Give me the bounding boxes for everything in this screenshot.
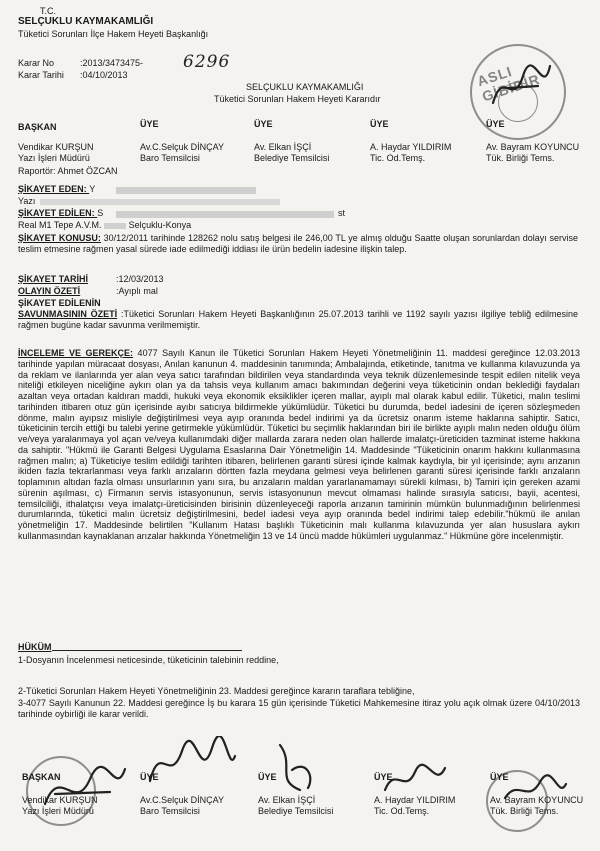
hukum-item-1: 1-Dosyanın İncelenmesi neticesinde, tüketicinin talebinin reddine,: [18, 655, 279, 665]
sig-role-2: ÜYE: [258, 772, 277, 782]
sig-title-1: Baro Temsilcisi: [140, 806, 200, 816]
member-role-4: ÜYE: [486, 119, 505, 129]
sig-title-2: Belediye Temsilcisi: [258, 806, 334, 816]
raportor: Raportör: Ahmet ÖZCAN: [18, 166, 118, 176]
adres-label: Yazı: [18, 196, 36, 206]
member-name-3: A. Haydar YILDIRIM: [370, 142, 452, 152]
savunma-ozeti: [18, 309, 578, 330]
sig-role-0: BAŞKAN: [22, 772, 61, 782]
redacted-firm: [116, 211, 334, 218]
sig-name-3: A. Haydar YILDIRIM: [374, 795, 456, 805]
sikayet-edilen-value: S: [97, 208, 104, 218]
stamp-signature: [488, 58, 558, 118]
center-title: SELÇUKLU KAYMAKAMLIĞI: [246, 82, 364, 92]
sikayet-eden-row: [18, 184, 95, 195]
header-dept: Tüketici Sorunları İlçe Hakem Heyeti Başkanlığı: [18, 29, 209, 39]
hukum-label: HÜKÜM: [18, 642, 52, 652]
isci-signature: [270, 740, 320, 795]
inceleme-label: İNCELEME VE GEREKÇE:: [18, 348, 134, 358]
sig-title-4: Tük. Birliği Tems.: [490, 806, 559, 816]
karar-tarihi-value: :04/10/2013: [80, 70, 128, 80]
sig-name-4: Av. Bayram KOYUNCU: [490, 795, 584, 805]
sikayet-tarihi-value: :12/03/2013: [116, 274, 164, 284]
sikayet-konusu-text: 30/12/2011 tarihinde 128262 nolu satış belgesi ile 246,00 TL ye almış olduğu Saatte oluşan sorunlardan dolayı servise teslim etmesine rağmen yasal sürede iade edilmediği iddiası ile ürün bedelin iadesine ilişkin talep.: [18, 233, 578, 254]
sikayet-edilenin: ŞİKAYET EDİLENİN: [18, 298, 101, 308]
member-title-2: Belediye Temsilcisi: [254, 153, 330, 163]
savunma-text: :Tüketici Sorunları Hakem Heyeti Başkanlığının 25.07.2013 tarihli ve 1192 sayılı yazısı ilgiliye tebliğ edilmesine rağmen bugüne kadar savunma verilmemiştir.: [18, 309, 578, 330]
olayin-ozeti-label: OLAYIN ÖZETİ: [18, 286, 81, 296]
sikayet-tarihi-label: ŞİKAYET TARİHİ: [18, 274, 89, 284]
sig-name-1: Av.C.Selçuk DİNÇAY: [140, 795, 225, 805]
redacted-name: [116, 187, 256, 194]
sig-role-3: ÜYE: [374, 772, 393, 782]
inceleme-text: 4077 Sayılı Kanun ile Tüketici Sorunları Hakem Heyeti Yönetmeliğinin 11. maddesi gereğince 12.03.2013 tarihinde yapılan müracaat dosyası, Anılan kanunun 4. maddesinin tanımında; Ambalajında, etiketinde, tanıtma ve kullanma kılavuzunda ya da reklam ve ilanlarında yer alan veya satıcı tarafından bildirilen veya standardında veya teknik düzenlemesinde tespit edilen nitelik veya niteliği etkileyen niceliğine aykırı olan ya da tahsis veya kullanım amacı bakımından değerini veya tüketicinin ondan beklediği faydaları azaltan veya ortadan kaldıran maddi, hukuki veya ekonomik eksiklikler içeren mallar, ayıplı mal olarak kabul edilir. Tüketici, malın teslimi tarihinden itibaren otuz gün içerisinde ayıbı satıcıya bildirmekle yükümlüdür. Tüketici bu durumda, bedel iadesini de içeren sözleşmeden dönme, malın ayıpsız misliyle değiştirilmesi veya ayıp oranında bedel indirimi ya da ücretsiz onarım isteme haklarına sahiptir. Satıcı, tüketicinin tercih ettiği bu talebi yerine getirmekle yükümlüdür. Tüketici bu seçimlik haklarından biri ile birlikte ayıplı malın neden olduğu ölüm ve/veya yaralanmaya yol açan ve/veya kullanımdaki diğer mallarda zarara neden olan hallerde imalatçı-üreticiden tazminat isteme hakkına da sahiptir. "Hükmü ile Garanti Belgesi Uygulama Esaslarına Dair Yönetmeliğin 14. Maddesinde "Tüketicinin onarım hakkını kullanmasına rağmen malın; a) Tüketiciye teslim edildiği tarihten itibaren, belirlenen garanti süresi içinde kalmak kaydıyla, bir yıl içerisinde; aynı arızanın ikiden fazla tekrarlanması veya farklı arızaların dörtten fazla meydana gelmesi veya belirlenen garanti süresi içerisinde farklı arızaların toplamının altıdan fazla olması unsurlarının yanı sıra, bu arızaların maldan yararlanamamayı sürekli kılması, b) Tamiri için gereken azami sürenin aşılması, c) Firmanın servis istasyonunun, servis istasyonunun mevcut olmaması halinde sırasıyla satıcısı, bayii, acentesi, temsilciliği, ithalatçısı veya imalatçı-üreticisinden birisinin düzenleyeceği raporla arızanın tamirinin mümkün bulunmadığının belirlenmesi durumlarında, tüketici malın ücretsiz değiştirilmesini, bedel iadesi veya ayıp oranında bedel indirimi talep edebilir."hükmü ile anılan yönetmeliğin 17. Maddesinde belirtilen "Kullanım Hatası başlıklı Tüketicinin malı kullanma kılavuzunda yer alan hususlara aykırı kullanmasından kaynaklanan arızalar hakkında Yönetmeliğin 13 ve 14 üncü madde hükümleri uygulanmaz." Hükmüne göre incelenmiştir.: [18, 348, 580, 541]
member-name-2: Av. Elkan İŞÇİ: [254, 142, 312, 152]
firm-address-text: Real M1 Tepe A.V.M.: [18, 220, 102, 230]
sikayet-konusu: [18, 233, 578, 254]
stamp-text: ASLI GİBİDİR: [475, 62, 543, 105]
hukum-item-3: 3-4077 Sayılı Kanunun 22. Maddesi gereğince İş bu karara 15 gün içerisinde Tüketici Mahkemesine itiraz yolu açık olmak üzere 04/10/2013 tarihinde oybirliği ile karar verildi.: [18, 698, 580, 719]
header-org: SELÇUKLU KAYMAKAMLIĞI: [18, 16, 154, 27]
sig-role-1: ÜYE: [140, 772, 159, 782]
sikayet-edilen-row: [18, 208, 103, 219]
sig-name-0: Vendikar KURŞUN: [22, 795, 98, 805]
member-role-0: BAŞKAN: [18, 122, 57, 132]
sig-role-4: ÜYE: [490, 772, 509, 782]
sig-title-0: Yazı İşleri Müdürü: [22, 806, 94, 816]
savunma-label: SAVUNMASININ ÖZETİ: [18, 309, 118, 319]
hukum-underline: [52, 650, 242, 651]
member-role-3: ÜYE: [370, 119, 389, 129]
karar-no-value: :2013/3473475-: [80, 58, 144, 68]
member-name-0: Vendikar KURŞUN: [18, 142, 94, 152]
sikayet-eden-value: Y: [89, 184, 96, 194]
redacted-firm-address: [104, 223, 126, 229]
sig-name-2: Av. Elkan İŞÇİ: [258, 795, 316, 805]
member-title-0: Yazı İşleri Müdürü: [18, 153, 90, 163]
sikayet-eden-label: ŞİKAYET EDEN:: [18, 184, 90, 194]
karar-no-handwritten: 6296: [183, 52, 231, 72]
dincay-signature: [140, 736, 240, 796]
member-name-1: Av.C.Selçuk DİNÇAY: [140, 142, 225, 152]
member-title-3: Tic. Od.Temş.: [370, 153, 426, 163]
member-title-1: Baro Temsilcisi: [140, 153, 200, 163]
header-tc: T.C.: [40, 6, 57, 16]
firm-address: [18, 220, 191, 231]
sikayet-edilen-label: ŞİKAYET EDİLEN:: [18, 208, 98, 218]
member-title-4: Tük. Birliği Tems.: [486, 153, 555, 163]
sikayet-konusu-label: ŞİKAYET KONUSU:: [18, 233, 101, 243]
olayin-ozeti-value: :Ayıplı mal: [116, 286, 158, 296]
redacted-address: [40, 199, 280, 205]
karar-no-label: Karar No: [18, 58, 55, 68]
hukum-item-2: 2-Tüketici Sorunları Hakem Heyeti Yönetmeliğinin 23. Maddesi gereğince kararın taraflara tebliğine,: [18, 686, 415, 696]
inceleme-ve-gerekce: [18, 348, 580, 542]
member-role-2: ÜYE: [254, 119, 273, 129]
sig-title-3: Tic. Od.Temş.: [374, 806, 430, 816]
karar-tarihi-label: Karar Tarihi: [18, 70, 64, 80]
sikayet-edilen-tail: st: [338, 208, 346, 218]
member-role-1: ÜYE: [140, 119, 159, 129]
center-subtitle: Tüketici Sorunları Hakem Heyeti Kararıdır: [214, 94, 381, 104]
firm-city: Selçuklu-Konya: [128, 220, 192, 230]
member-name-4: Av. Bayram KOYUNCU: [486, 142, 580, 152]
